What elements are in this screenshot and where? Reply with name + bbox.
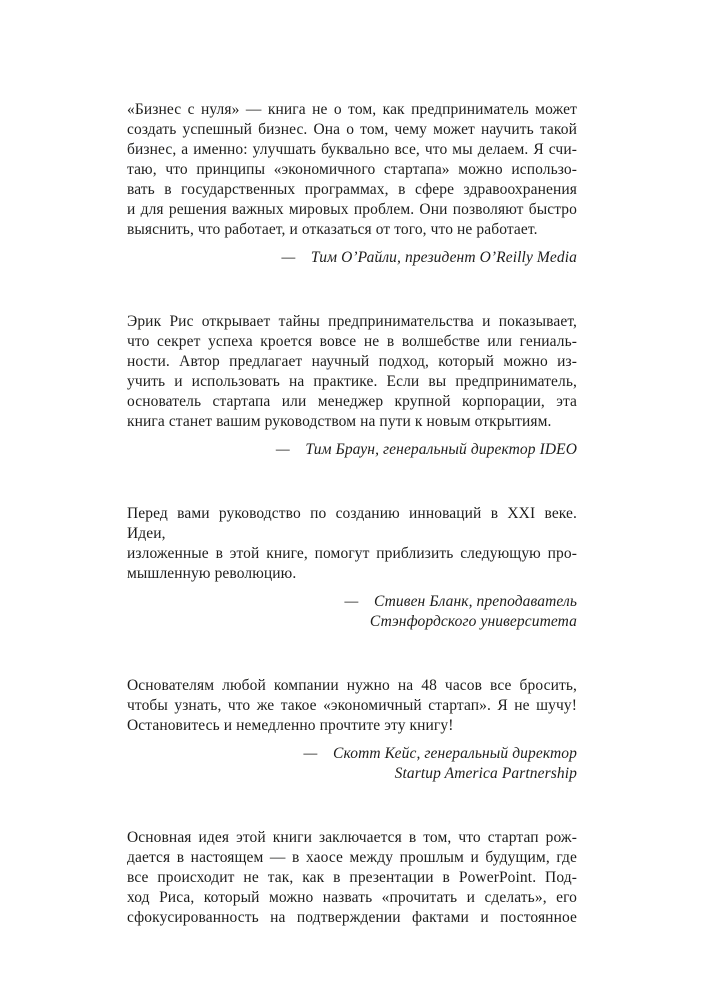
endorsement-quote <box>127 828 577 928</box>
quote-text-line: вать в государственных программах, в сфере здравоохранения <box>127 181 577 198</box>
quote-text-line: учить и использовать на практике. Если вы предприниматель, <box>127 373 577 390</box>
endorsement-quote <box>127 100 577 268</box>
quote-text-line: таю, что принципы «экономичного стартапа» можно использо- <box>127 161 577 178</box>
endorsement-quote <box>127 676 577 784</box>
attribution-line: — Тим О’Райли, президент O’Reilly Media <box>281 249 577 266</box>
endorsement-quote <box>127 504 577 632</box>
quote-attribution <box>127 592 577 632</box>
quote-text-line: Остановитесь и немедленно прочтите эту книгу! <box>127 717 454 734</box>
quote-text-line: и для решения важных мировых проблем. Они позволяют быстро <box>127 201 577 218</box>
quote-text-line: все происходит не так, как в презентации в PowerPoint. Под- <box>127 869 577 886</box>
quote-text-line: сфокусированность на подтверждении фактами и постоянное <box>127 909 577 926</box>
quote-attribution <box>127 744 577 784</box>
quote-text-line: дается в настоящем — в хаосе между прошлым и будущим, где <box>127 849 577 866</box>
quote-text-line: что секрет успеха кроется вовсе не в волшебстве или гениаль- <box>127 333 577 350</box>
quote-text-line: «Бизнес с нуля» — книга не о том, как предприниматель может <box>127 101 577 118</box>
quote-text-line: основатель стартапа или менеджер крупной корпорации, эта <box>127 393 577 410</box>
endorsement-quote <box>127 312 577 460</box>
quote-text-line: ности. Автор предлагает научный подход, который можно из- <box>127 353 577 370</box>
quote-text-line: Перед вами руководство по созданию инноваций в XXI веке. Идеи, <box>127 505 577 542</box>
endorsements-list <box>127 100 577 972</box>
attribution-line: Startup America Partnership <box>394 765 577 782</box>
quote-text-line: книга станет вашим руководством на пути к новым открытиям. <box>127 413 552 430</box>
attribution-line: — Стивен Бланк, преподаватель <box>344 593 577 610</box>
quote-attribution <box>127 440 577 460</box>
attribution-line: Стэнфордского университета <box>369 613 577 630</box>
quote-text-line: Основная идея этой книги заключается в том, что стартап рож- <box>127 829 577 846</box>
quote-text-line: чтобы узнать, что же такое «экономичный стартап». Я не шучу! <box>127 697 577 714</box>
quote-text-line: Основателям любой компании нужно на 48 часов все бросить, <box>127 677 577 694</box>
attribution-line: — Тим Браун, генеральный директор IDEO <box>275 441 577 458</box>
quote-text-line: изложенные в этой книге, помогут приблизить следующую про- <box>127 545 577 562</box>
quote-text-line: бизнес, а именно: улучшать буквально все, что мы делаем. Я счи- <box>127 141 577 158</box>
quote-text-line: Эрик Рис открывает тайны предпринимательства и показывает, <box>127 313 577 330</box>
quote-attribution <box>127 248 577 268</box>
quote-text-line: ход Риса, который можно назвать «прочитать и сделать», его <box>127 889 577 906</box>
quote-text-line: выяснить, что работает, и отказаться от того, что не работает. <box>127 221 538 238</box>
quote-text-line: мышленную революцию. <box>127 565 297 582</box>
quote-text-line: создать успешный бизнес. Она о том, чему может научить такой <box>127 121 577 138</box>
attribution-line: — Скотт Кейс, генеральный директор <box>303 745 577 762</box>
